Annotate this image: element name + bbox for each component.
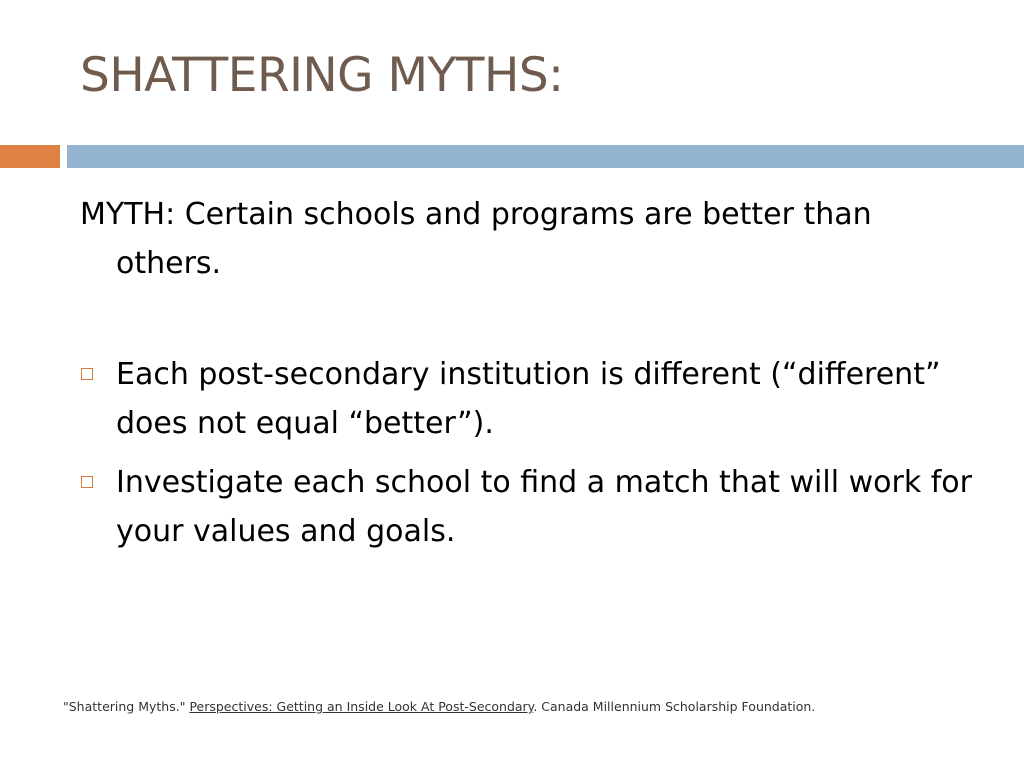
hollow-square-icon <box>81 476 93 488</box>
title-rule-accent <box>0 145 60 168</box>
bullet-list <box>80 350 980 556</box>
citation-quote: "Shattering Myths." <box>63 699 186 714</box>
citation-source-link[interactable]: Perspectives: Getting an Inside Look At Post-Secondary <box>189 699 534 714</box>
slide-title: SHATTERING MYTHS: <box>80 48 564 103</box>
myth-statement: MYTH: Certain schools and programs are better than others. <box>80 197 872 281</box>
hollow-square-icon <box>81 368 93 380</box>
title-rule <box>67 145 1024 168</box>
slide-body <box>80 190 980 566</box>
source-citation <box>63 699 815 714</box>
bullet-text: Each post-secondary institution is different (“different” does not equal “better”). <box>116 357 941 441</box>
citation-publisher: . Canada Millennium Scholarship Foundation. <box>533 699 816 714</box>
bullet-item <box>80 350 980 448</box>
bullet-text: Investigate each school to find a match that will work for your values and goals. <box>116 465 972 549</box>
bullet-item <box>80 458 980 556</box>
